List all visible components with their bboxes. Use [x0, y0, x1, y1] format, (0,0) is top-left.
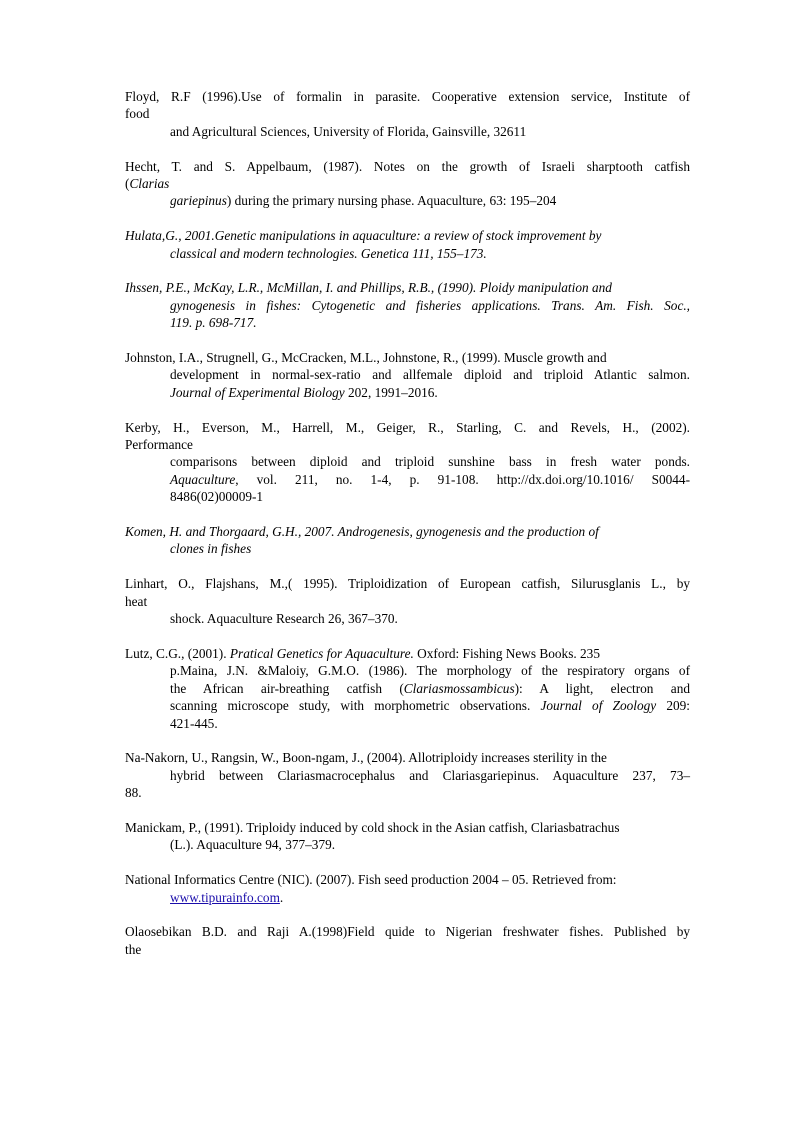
ref-line	[125, 889, 690, 906]
ref-line: Olaosebikan B.D. and Raji A.(1998)Field quide to Nigerian freshwater fishes. Published by	[125, 924, 690, 940]
reference-lutz	[125, 645, 690, 732]
ref-text: ) during the primary nursing phase. Aquaculture, 63: 195–204	[226, 193, 557, 209]
reference-olaosebikan	[125, 923, 690, 958]
reference-manickam	[125, 819, 690, 854]
ref-line: Hulata,G., 2001.Genetic manipulations in aquaculture: a review of stock improvement by	[125, 228, 602, 244]
ref-journal: Aquaculture	[170, 471, 236, 487]
ref-text: .	[279, 889, 284, 905]
reference-kerby	[125, 419, 690, 506]
ref-line: National Informatics Centre (NIC). (2007). Fish seed production 2004 – 05. Retrieved from:	[125, 872, 617, 888]
ref-text: Lutz, C.G., (2001).	[125, 645, 230, 661]
ref-line: Kerby, H., Everson, M., Harrell, M., Geiger, R., Starling, C. and Revels, H., (2002).	[125, 419, 690, 435]
ref-line: Floyd, R.F (1996).Use of formalin in parasite. Cooperative extension service, Institute of	[125, 89, 690, 104]
ref-line	[125, 192, 690, 209]
ref-line: hybrid between Clariasmacrocephalus and Clariasgariepinus. Aquaculture 237, 73–	[170, 767, 690, 783]
reference-hulata	[125, 227, 690, 262]
ref-journal: Journal of Zoology	[540, 698, 657, 714]
ref-line: p.Maina, J.N. &Maloiy, G.M.O. (1986). The morphology of the respiratory organs of	[170, 663, 690, 679]
ref-line: shock. Aquaculture Research 26, 367–370.	[170, 611, 398, 627]
reference-ihssen	[125, 279, 690, 331]
ref-book-title: Pratical Genetics for Aquaculture.	[229, 645, 414, 661]
ref-line: comparisons between diploid and triploid sunshine bass in fresh water ponds.	[170, 454, 690, 470]
ref-text: Oxford: Fishing News Books. 235	[413, 645, 600, 661]
ref-text: , vol. 211, no. 1-4, p. 91-108. http://dx.doi.org/10.1016/ S0044-	[235, 471, 690, 487]
ref-line	[125, 697, 690, 714]
reference-komen	[125, 523, 690, 558]
ref-species: gariepinus	[170, 193, 227, 209]
ref-line: Na-Nakorn, U., Rangsin, W., Boon-ngam, J., (2004). Allotriploidy increases sterility in the	[125, 750, 607, 766]
ref-line: (L.). Aquaculture 94, 377–379.	[170, 837, 336, 853]
ref-line: 421-445.	[170, 715, 218, 731]
ref-line: Performance	[125, 437, 193, 453]
reference-floyd	[125, 88, 690, 140]
reference-linhart	[125, 575, 690, 627]
reference-na-nakorn	[125, 749, 690, 801]
ref-line: and Agricultural Sciences, University of Florida, Gainsville, 32611	[170, 123, 527, 139]
ref-text: (	[125, 176, 130, 192]
ref-journal: Journal of Experimental Biology	[170, 384, 345, 400]
ref-line: 8486(02)00009-1	[170, 489, 264, 505]
ref-line: Manickam, P., (1991). Triploidy induced by cold shock in the Asian catfish, Clariasbatrachus	[125, 819, 620, 835]
ref-line: 119. p. 698-717.	[170, 315, 257, 331]
ref-line: heat	[125, 593, 148, 609]
ref-line: gynogenesis in fishes: Cytogenetic and fisheries applications. Trans. Am. Fish. Soc.,	[170, 297, 690, 313]
reference-hecht	[125, 158, 690, 210]
tipurainfo-link[interactable]: www.tipurainfo.com	[170, 889, 280, 905]
ref-line: Hecht, T. and S. Appelbaum, (1987). Notes on the growth of Israeli sharptooth catfish	[125, 158, 690, 174]
ref-line: classical and modern technologies. Genetica 111, 155–173.	[170, 245, 487, 261]
ref-text: the African air-breathing catfish (	[170, 680, 404, 696]
ref-line: Linhart, O., Flajshans, M.,( 1995). Triploidization of European catfish, Silurusglanis L., by	[125, 576, 690, 592]
ref-line: clones in fishes	[170, 541, 252, 557]
ref-line	[125, 384, 690, 401]
ref-line	[125, 645, 690, 662]
reference-johnston	[125, 349, 690, 401]
ref-line: development in normal-sex-ratio and allfemale diploid and triploid Atlantic salmon.	[170, 367, 690, 383]
ref-line: Johnston, I.A., Strugnell, G., McCracken, M.L., Johnstone, R., (1999). Muscle growth and	[125, 350, 607, 366]
ref-species: Clariasmossambicus	[403, 680, 515, 696]
ref-line: 88.	[125, 785, 142, 801]
ref-text: ): A light, electron and	[514, 680, 691, 696]
ref-line: food	[125, 106, 150, 122]
ref-text: 209:	[656, 698, 691, 714]
ref-species: Clarias	[129, 176, 170, 192]
ref-text: 202, 1991–2016.	[344, 384, 438, 400]
ref-line	[125, 471, 690, 488]
ref-line	[125, 680, 690, 697]
ref-line: the	[125, 941, 142, 957]
ref-text: scanning microscope study, with morphometric observations.	[170, 698, 541, 714]
ref-line: Komen, H. and Thorgaard, G.H., 2007. Androgenesis, gynogenesis and the production of	[125, 524, 599, 540]
reference-list	[125, 88, 690, 976]
reference-nic	[125, 871, 690, 906]
ref-line	[125, 175, 690, 192]
ref-line: Ihssen, P.E., McKay, L.R., McMillan, I. and Phillips, R.B., (1990). Ploidy manipulation and	[125, 280, 612, 296]
